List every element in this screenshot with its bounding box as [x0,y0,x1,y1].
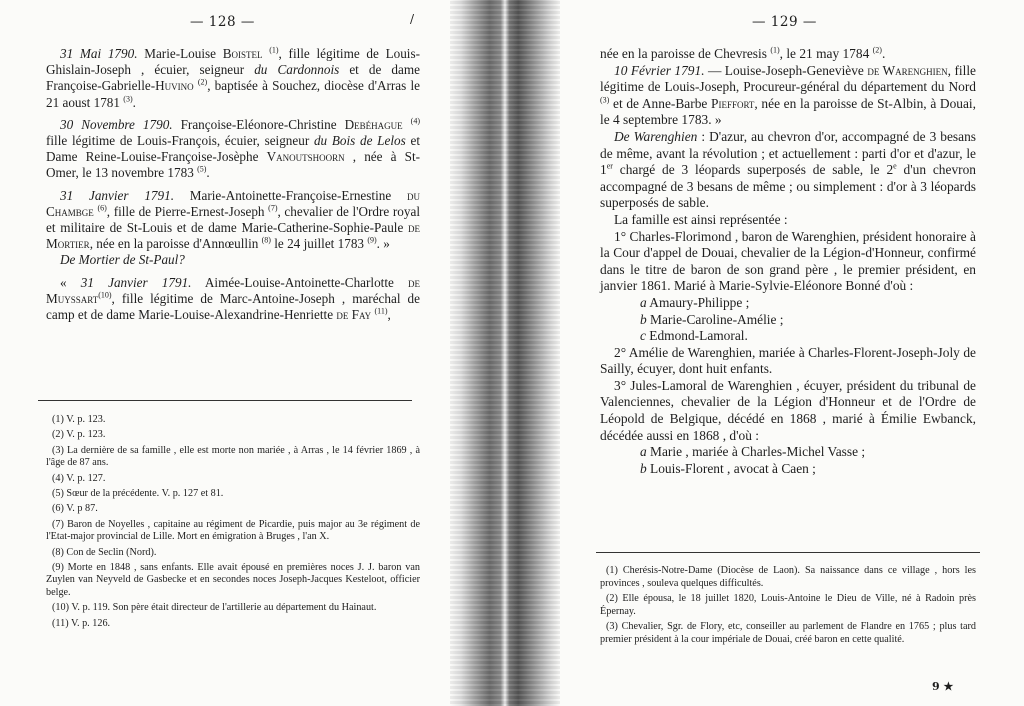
coat-of-arms-description: De Warenghien : D'azur, au chevron d'or, accompagné de 3 besans de même, avant la révolution ; et actuellement : parti d'or et d'azur, le 1er chargé de 3 léopards superposés de sable, le 2e d'un chevron accompagné de 3 besans de même ; ou simplement : d'or à 3 léopards superposés de sable. [600,128,976,211]
footnote: (9) Morte en 1848 , sans enfants. Elle avait épousé en premières noces J. J. baron van Zuylen van Neyveld de Gasbecke et en secondes noces Joseph-Jacques Kesteloot, officier belge. [46,562,420,598]
entry-continuation: née en la paroisse de Chevresis $^{(1)}$, le 21 may 1784 $^{(2)}$. [600,45,886,61]
entry-de-muyssart: « 31 Janvier 1791. Aimée-Louise-Antoinette-Charlotte de Muyssart$^{(10)}$, fille légitime de Marc-Antoine-Joseph , maréchal de camp et de dame Marie-Louise-Alexandrine-Henriette de Fay $^{(11)}$, [46,274,421,323]
footnote: (3) Chevalier, Sgr. de Flory, etc, conseiller au parlement de Flandre en 1765 ; plus tard premier président à la cour impériale de Douai, créé baron en cette qualité. [600,621,976,645]
footnote: (10) V. p. 119. Son père était directeur de l'artillerie au département du Hainaut. [52,602,377,614]
right-page-number: — 129 — [752,14,817,30]
footnote: (8) Con de Seclin (Nord). [52,546,157,558]
footnote: (1) V. p. 123. [52,414,106,425]
margin-mark: / [410,12,415,26]
family-member-2: 2° Amélie de Warenghien, mariée à Charles-Florent-Joseph-Joly de Sailly, écuyer, dont huit enfants. [600,344,976,377]
entry-du-chambge: 31 Janvier 1791. Marie-Antoinette-Françoise-Ernestine du Chambge $^{(6)}$, fille de Pierre-Ernest-Joseph $^{(7)}$, chevalier de l'Ordre royal et militaire de St-Louis et de dame Marie-Catherine-Sophie-Paule de Mortier, née en la paroisse d'Annœullin $^{(8)}$ le 24 juillet 1783 $^{(9)}$. » [46,187,420,252]
left-footnotes [46,414,420,633]
footnote: (2) V. p. 123. [52,429,106,441]
entry-boistel: 31 Mai 1790. Marie-Louise Boistel $^{(1)}$, fille légitime de Louis-Ghislain-Joseph , écuier, seigneur du Cardonnois et de dame Françoise-Gabrielle-Huvino $^{(2)}$, baptisée à Souchez, diocèse d'Arras le 21 aoust 1781 $^{(3)}$. [46,45,421,110]
printer-signature: 9 ★ [932,680,954,693]
child-item: c Edmond-Lamoral. [640,328,748,344]
right-body-text [600,46,976,477]
family-intro: La famille est ainsi représentée : [614,211,788,227]
right-page [560,0,1024,706]
entry-de-warenghien: 10 Février 1791. — Louise-Joseph-Geneviève de Warenghien, fille légitime de Louis-Joseph, Procureur-général du département du Nord $^{(3)}$ et de Anne-Barbe Pieffort, née en la paroisse de St-Albin, à Douai, le 4 septembre 1783. » [600,62,977,128]
child-item: b Marie-Caroline-Amélie ; [640,311,784,327]
footnote: (11) V. p. 126. [52,617,111,629]
child-item: a Amaury-Philippe ; [640,294,750,310]
right-footnotes [600,565,976,650]
family-member-3: 3° Jules-Lamoral de Warenghien , écuyer, président du tribunal de Valenciennes, chevalier de la Légion d'Honneur et de l'Ordre de Léopold de Belgique, décédé en 1868 , marié à Émilie Ewbanck, décédée aussi en 1868 , d'où : [600,377,976,443]
footnote: (6) V. p 87. [52,503,98,515]
footnote: (7) Baron de Noyelles , capitaine au régiment de Picardie, puis major au 3e régiment de l'Etat-major provincial de Lille. Mort en émigration à Bruges , l'an X. [46,518,420,543]
footnote: (4) V. p. 127. [52,472,106,484]
footnote: (2) Elle épousa, le 18 juillet 1820, Louis-Antoine le Dieu de Ville, né à Radoin près Épernay. [600,593,976,617]
child-item: a Marie , mariée à Charles-Michel Vasse ; [640,444,866,460]
left-page [0,0,450,706]
left-body-text [46,46,420,323]
footnote: (5) Sœur de la précédente. V. p. 127 et 81. [52,488,224,500]
book-gutter-shadow [450,0,560,706]
left-page-number: — 128 — [190,14,255,30]
footnote-rule [38,400,412,401]
child-item: b Louis-Florent , avocat à Caen ; [640,460,816,476]
footnote: (1) Cherésis-Notre-Dame (Diocèse de Laon). Sa naissance dans ce village , hors les provinces , souleva quelques difficultés. [600,565,976,589]
section-heading-de-mortier: De Mortier de St-Paul? [60,252,185,268]
footnote-rule [596,552,980,553]
footnote: (3) La dernière de sa famille , elle est morte non mariée , à Arras , le 14 février 1869 , à l'âge de 87 ans. [46,444,420,469]
family-member-1: 1° Charles-Florimond , baron de Warenghien, président honoraire à la Cour d'appel de Douai, chevalier de la Légion-d'Honneur, confirmé dans le titre de baron de son grand père , le premier président, en janvier 1861. Marié à Marie-Sylvie-Eléonore Bonné d'où : [600,228,976,294]
entry-debehague: 30 Novembre 1790. Françoise-Eléonore-Christine Debéhague $^{(4)}$ fille légitime de Louis-François, écuier, seigneur du Bois de Lelos et Dame Reine-Louise-Françoise-Josèphe Vanoutshoorn , née à St-Omer, le 13 novembre 1783 $^{(5)}$. [46,116,421,181]
